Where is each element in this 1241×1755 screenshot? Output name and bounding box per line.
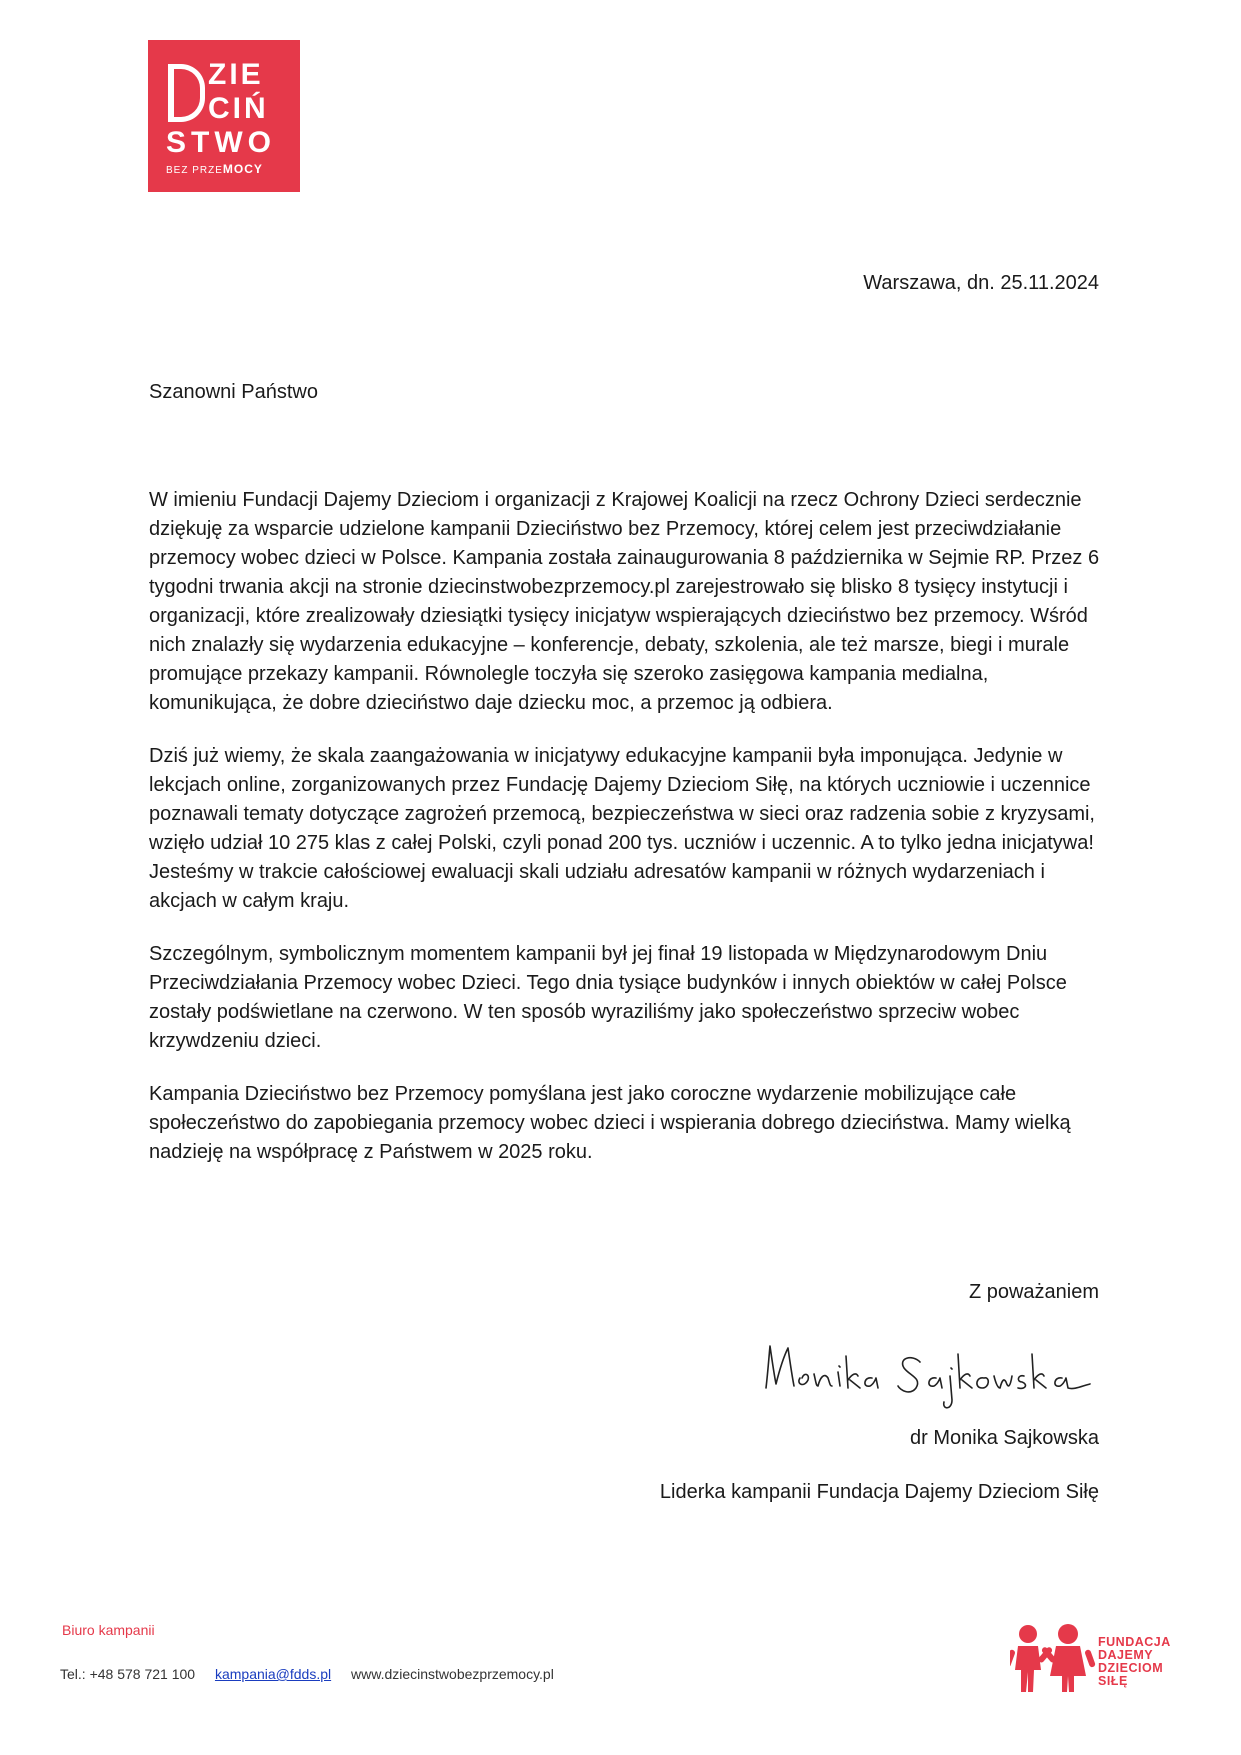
footer-contact [60, 1666, 570, 1682]
fdds-line: DAJEMY [1098, 1648, 1154, 1662]
footer-website: www.dziecinstwobezprzemocy.pl [351, 1666, 554, 1682]
logo-d-mark [168, 64, 205, 122]
signer-name: dr Monika Sajkowska [910, 1427, 1099, 1449]
letter-body [149, 486, 1109, 1191]
paragraph: Szczególnym, symbolicznym momentem kampanii był jej finał 19 listopada w Międzynarodowym Dniu Przeciwdziałania Przemocy wobec Dzieci. Tego dnia tysiące budynków i innych obiektów w całej Polsce zostały podświetlane na czerwono. W ten sposób wyraziliśmy jako społeczeństwo sprzeciw wobec krzywdzeniu dzieci. [149, 943, 1067, 1052]
letter-date: Warszawa, dn. 25.11.2024 [863, 272, 1099, 294]
footer-phone: Tel.: +48 578 721 100 [60, 1666, 196, 1682]
signer-role: Liderka kampanii Fundacja Dajemy Dzieciom Siłę [659, 1481, 1099, 1503]
fdds-line: FUNDACJA [1098, 1635, 1171, 1649]
fdds-logo-text [1098, 1636, 1171, 1688]
logo-line-3: STWO [166, 126, 276, 159]
paragraph: Dziś już wiemy, że skala zaangażowania w inicjatywy edukacyjne kampanii była imponująca. Jedynie w lekcjach online, zorganizowanych przez Fundację Dajemy Dzieciom Siłę, na których uczniowie i uczennice poznawali tematy dotyczące zagrożeń przemocą, bezpieczeństwa w sieci oraz radzenia sobie z kryzysami, wzięło udział 10 275 klas z całej Polski, czyli ponad 200 tys. uczniów i uczennic. A to tylko jedna inicjatywa! Jesteśmy w trakcie całościowej ewaluacji skali udziału adresatów kampanii w różnych wydarzeniach i akcjach w całym kraju. [149, 745, 1095, 912]
paragraph: Kampania Dzieciństwo bez Przemocy pomyślana jest jako coroczne wydarzenie mobilizujące całe społeczeństwo do zapobiegania przemocy wobec dzieci i wspierania dobrego dzieciństwa. Mamy wielką nadzieję na współpracę z Państwem w 2025 roku. [149, 1083, 1071, 1163]
closing: Z poważaniem [968, 1281, 1099, 1303]
salutation: Szanowni Państwo [149, 381, 318, 403]
handwritten-signature [760, 1326, 1100, 1416]
footer-office-label: Biuro kampanii [62, 1622, 155, 1638]
logo-subtitle: BEZ PRZEMOCY [166, 162, 263, 176]
campaign-logo [148, 40, 300, 192]
logo-line-2: CIŃ [208, 92, 269, 125]
logo-line-1: ZIE [208, 58, 264, 91]
paragraph: W imieniu Fundacji Dajemy Dzieciom i organizacji z Krajowej Koalicji na rzecz Ochrony Dzieci serdecznie dziękuję za wsparcie udzielone kampanii Dzieciństwo bez Przemocy, której celem jest przeciwdziałanie przemocy wobec dzieci w Polsce. Kampania została zainaugurowania 8 października w Sejmie RP. Przez 6 tygodni trwania akcji na stronie dziecinstwobezprzemocy.pl zarejestrowało się blisko 8 tysięcy instytucji i organizacji, które zrealizowały dziesiątki tysięcy inicjatyw wspierających dzieciństwo bez przemocy. Wśród nich znalazły się wydarzenia edukacyjne – konferencje, debaty, szkolenia, ale też marsze, biegi i murale promujące przekazy kampanii. Równolegle toczyła się szeroko zasięgowa kampania medialna, komunikująca, że dobre dzieciństwo daje dziecku moc, a przemoc ją odbiera. [149, 489, 1100, 714]
fdds-line: DZIECIOM [1098, 1661, 1164, 1675]
footer-email-link[interactable]: kampania@fdds.pl [214, 1666, 332, 1682]
fdds-line: SIŁĘ [1098, 1674, 1128, 1688]
